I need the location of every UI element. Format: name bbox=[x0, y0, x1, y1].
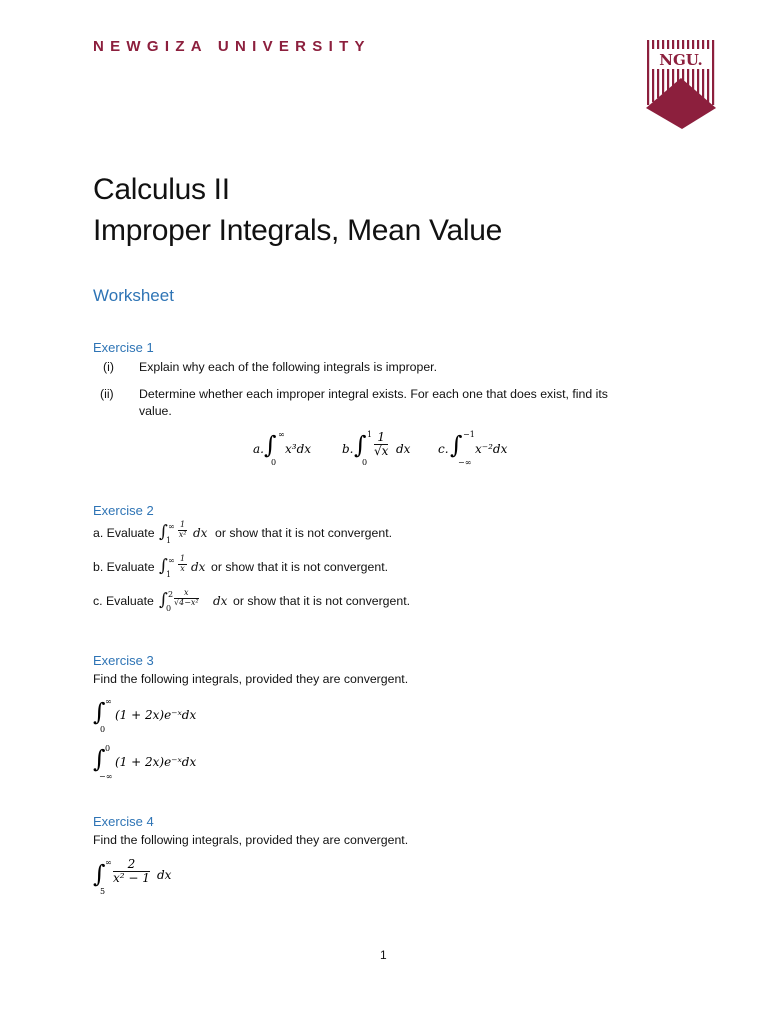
exercise3-integral-1: ∫ ∞ 0 (1 + 2x)e⁻ˣdx bbox=[93, 697, 197, 734]
ngu-logo bbox=[646, 40, 716, 130]
item-text: Determine whether each improper integral exists. For each one that does exist, find its bbox=[139, 387, 608, 401]
exercise1-heading: Exercise 1 bbox=[93, 340, 154, 355]
integral-c: c. ∫ −1 −∞ x⁻²dx bbox=[438, 430, 508, 467]
university-name: NEWGIZA UNIVERSITY bbox=[93, 38, 371, 55]
item-text: Explain why each of the following integrals is improper. bbox=[139, 360, 438, 374]
page-number: 1 bbox=[380, 948, 387, 962]
exercise2-line-b: b. Evaluate ∫ ∞ 1 $\frac{1}{x}$ dx or show that it is not convergent. bbox=[93, 554, 389, 579]
exercise4-integral: ∫ ∞ 5 $\frac{2}{\text{x² − 1}}$ dx bbox=[93, 857, 172, 896]
course-title: Calculus II bbox=[93, 173, 230, 206]
item-marker: (ii) bbox=[100, 387, 114, 401]
exercise3-heading: Exercise 3 bbox=[93, 653, 154, 668]
exercise2-line-a: a. Evaluate ∫ ∞ 1 $\frac{1}{\text{x²}}$ dx or show that it is not convergent. bbox=[93, 520, 393, 545]
section-heading: Worksheet bbox=[93, 286, 174, 305]
item-text-continued: value. bbox=[139, 404, 172, 418]
exercise2-heading: Exercise 2 bbox=[93, 503, 154, 518]
topic-title: Improper Integrals, Mean Value bbox=[93, 214, 502, 247]
item-marker: (i) bbox=[103, 360, 114, 374]
integral-b: b. ∫ 1 0 $\frac{1}{√x}$ dx bbox=[342, 430, 411, 467]
exercise3-intro: Find the following integrals, provided they are convergent. bbox=[93, 672, 409, 686]
exercise4-intro: Find the following integrals, provided they are convergent. bbox=[93, 833, 409, 847]
exercise3-integral-2: ∫ 0 −∞ (1 + 2x)e⁻ˣdx bbox=[93, 744, 197, 781]
exercise4-heading: Exercise 4 bbox=[93, 814, 154, 829]
logo-text: NGU. bbox=[659, 51, 703, 69]
integral-a: a. ∫ ∞ 0 x³dx bbox=[253, 430, 312, 467]
exercise2-line-c: c. Evaluate ∫ 2 0 $\frac{x}{\text{√4−x²}}$ dx or show that it is not convergent. bbox=[93, 588, 411, 613]
